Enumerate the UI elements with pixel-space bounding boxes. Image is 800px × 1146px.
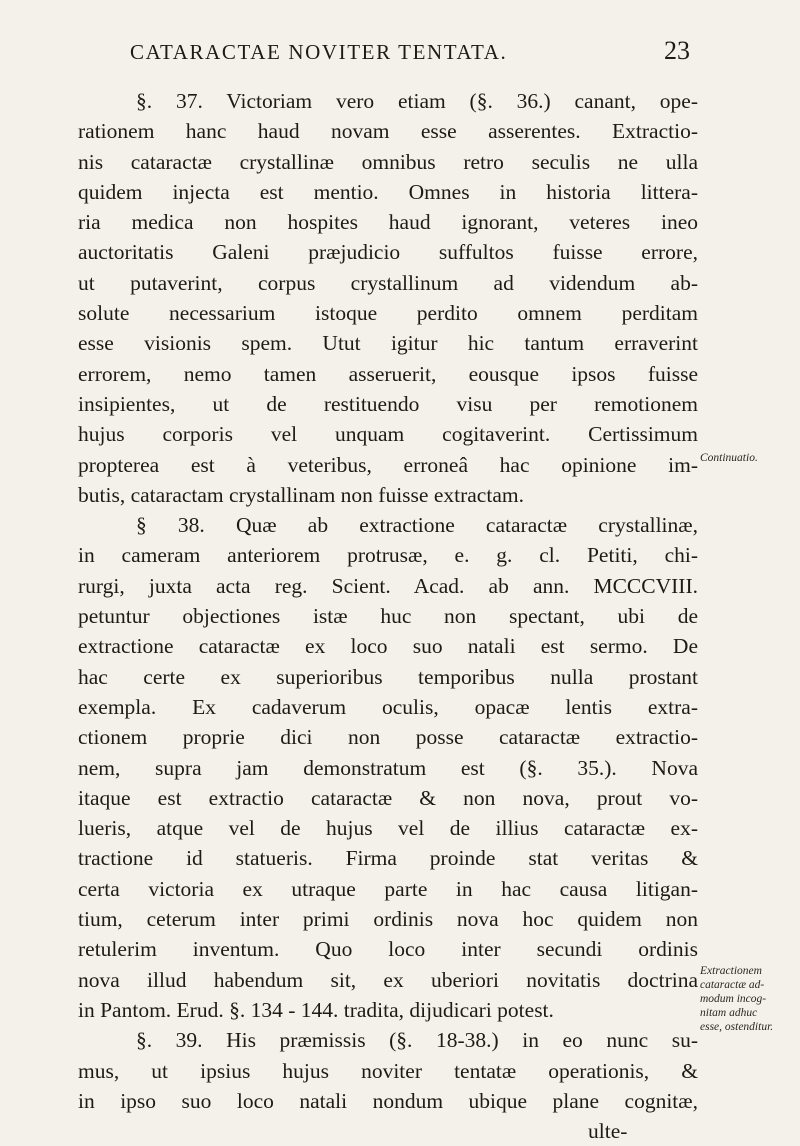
running-head (130, 36, 690, 70)
text-line: tractione id statueris. Firma proinde stat veritas & (78, 846, 698, 871)
catchword-line: ulte- (588, 1119, 628, 1144)
text-line: in Pantom. Erud. §. 134 - 144. tradita, dijudicari potest. (78, 997, 554, 1022)
text-line: rationem hanc haud novam esse asserentes. Extractio- (78, 119, 698, 144)
text-line: certa victoria ex utraque parte in hac causa litigan- (78, 876, 698, 901)
text-line: butis, cataractam crystallinam non fuisse extractam. (78, 482, 524, 507)
text-line: petuntur objectiones istæ huc non spectant, ubi de (78, 604, 698, 629)
text-line: § 38. Quæ ab extractione cataractæ crystallinæ, (136, 513, 698, 538)
text-line: §. 39. His præmissis (§. 18-38.) in eo nunc su- (136, 1028, 698, 1053)
text-line: exempla. Ex cadaverum oculis, opacæ lentis extra- (78, 694, 698, 719)
text-line: ctionem proprie dici non posse cataractæ extractio- (78, 725, 698, 750)
text-line: itaque est extractio cataractæ & non nova, prout vo- (78, 785, 698, 810)
running-title: CATARACTAE NOVITER TENTATA. (130, 40, 508, 64)
text-line: in cameram anteriorem protrusæ, e. g. cl. Petiti, chi- (78, 543, 698, 568)
text-line: hujus corporis vel unquam cogitaverint. Certissimum (78, 422, 698, 447)
page-number: 23 (664, 36, 690, 65)
text-line: tium, ceterum inter primi ordinis nova hoc quidem non (78, 907, 698, 932)
text-line: nova illud habendum sit, ex uberiori novitatis doctrina (78, 967, 698, 992)
text-line: esse visionis spem. Utut igitur hic tantum erraverint (78, 331, 698, 356)
text-line: auctoritatis Galeni præjudicio suffultos fuisse errore, (78, 240, 698, 265)
margin-note-line: cataractæ ad- (700, 979, 765, 991)
text-line: in ipso suo loco natali nondum ubique plane cognitæ, (78, 1088, 698, 1113)
text-line: solute necessarium istoque perdito omnem perditam (78, 301, 698, 326)
text-line: lueris, atque vel de hujus vel de illius cataractæ ex- (78, 816, 698, 841)
text-line: hac certe ex superioribus temporibus nulla prostant (78, 664, 698, 689)
text-line: errorem, nemo tamen asseruerit, eousque ipsos fuisse (78, 361, 698, 386)
text-line: quidem injecta est mentio. Omnes in historia littera- (78, 179, 698, 204)
text-line: extractione cataractæ ex loco suo natali est sermo. De (78, 634, 698, 659)
text-line: nem, supra jam demonstratum est (§. 35.). Nova (78, 755, 698, 780)
text-line: ut putaverint, corpus crystallinum ad videndum ab- (78, 270, 698, 295)
text-line: insipientes, ut de restituendo visu per remotionem (78, 391, 698, 416)
margin-note-line: nitam adhuc (700, 1007, 758, 1019)
text-line: nis cataractæ crystallinæ omnibus retro seculis ne ulla (78, 149, 698, 174)
body-text (78, 86, 698, 1146)
margin-note-extractio (700, 964, 796, 1034)
margin-note-line: esse, ostenditur. (700, 1021, 774, 1033)
text-line: ria medica non hospites haud ignorant, veteres ineo (78, 210, 698, 235)
margin-note-line: Extractionem (700, 965, 762, 977)
text-line: propterea est à veteribus, erroneâ hac opinione im- (78, 452, 698, 477)
text-line: §. 37. Victoriam vero etiam (§. 36.) canant, ope- (136, 89, 698, 113)
text-line: retulerim inventum. Quo loco inter secundi ordinis (78, 937, 698, 962)
text-line: mus, ut ipsius hujus noviter tentatæ operationis, & (78, 1058, 698, 1083)
text-line: rurgi, juxta acta reg. Scient. Acad. ab ann. MCCCVIII. (78, 573, 698, 598)
margin-note-continuatio: Continuatio. (700, 452, 758, 464)
margin-note-line: modum incog- (700, 993, 767, 1005)
